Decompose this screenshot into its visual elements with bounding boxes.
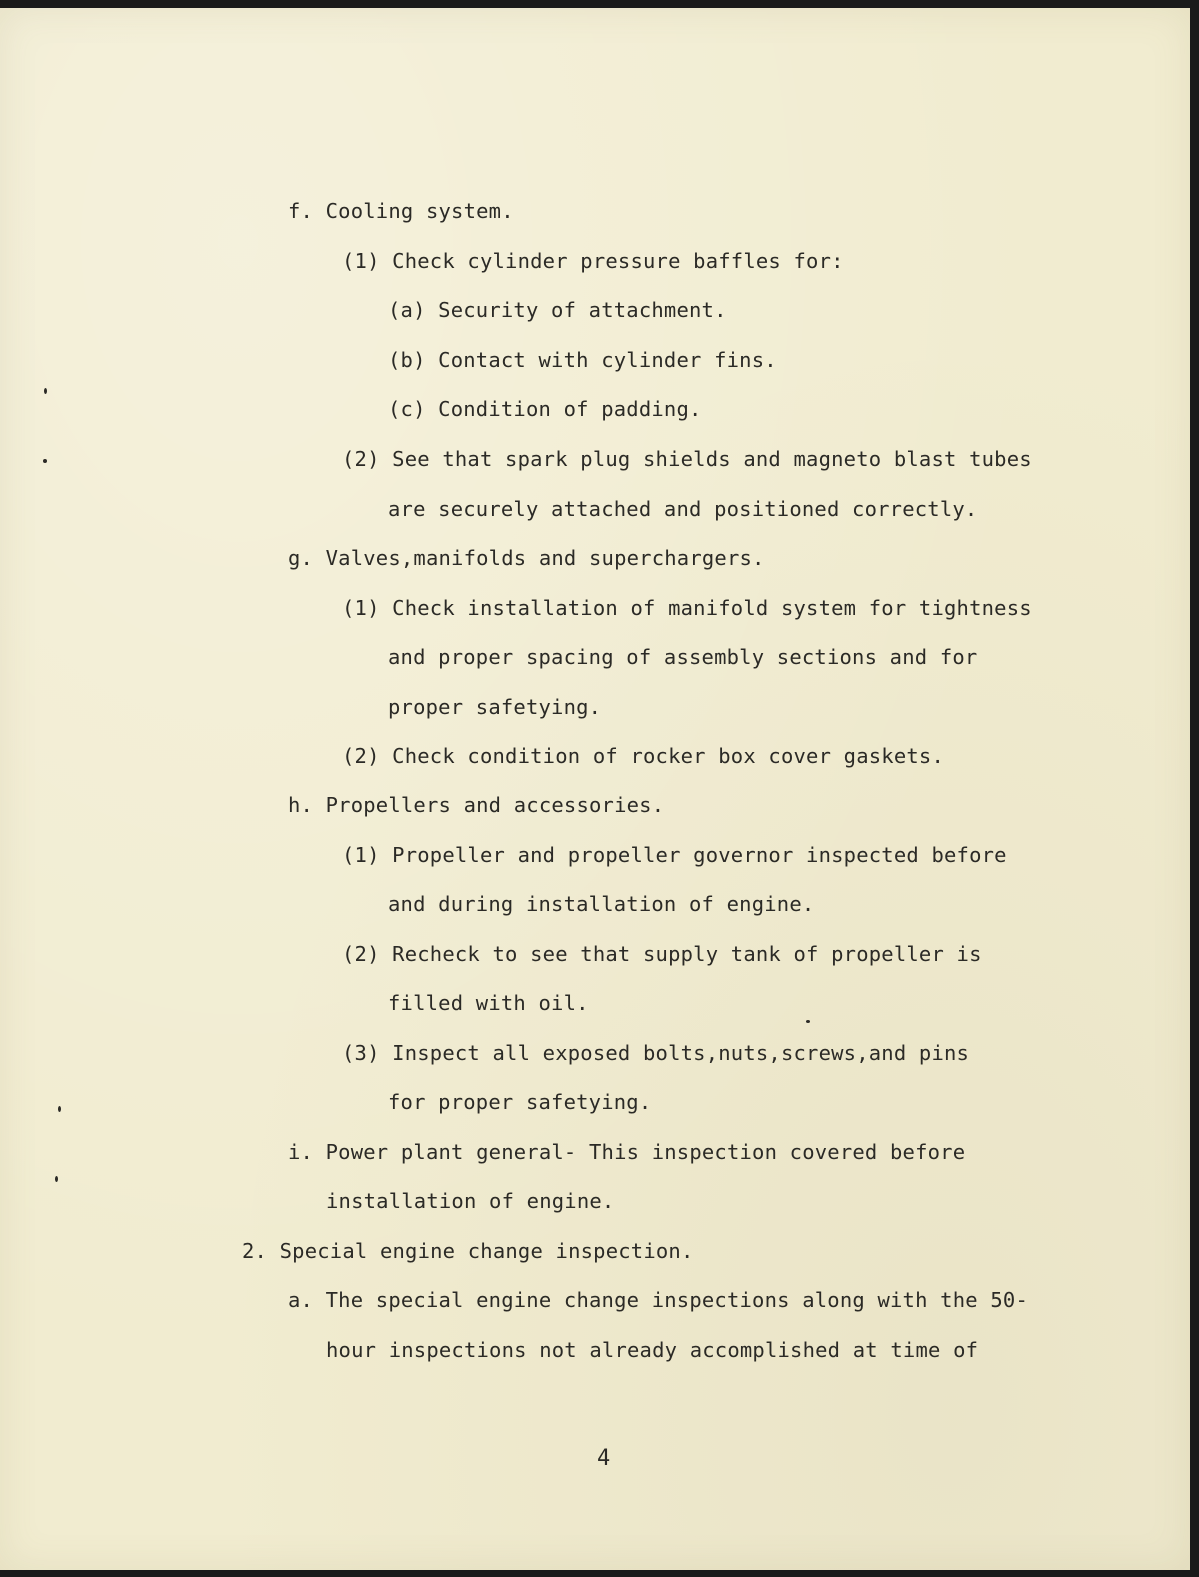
scan-border-right [1190,0,1199,1577]
text-line: g. Valves,manifolds and superchargers. [288,546,765,570]
ink-speck [806,1020,810,1023]
ink-speck [44,388,47,394]
page-number: 4 [597,1446,611,1471]
text-line: (2) Check condition of rocker box cover gaskets. [342,744,945,768]
text-line: and during installation of engine. [388,892,815,916]
text-line: (2) Recheck to see that supply tank of propeller is [342,942,982,966]
text-line: (1) Propeller and propeller governor inspected before [342,843,1007,867]
text-line: (3) Inspect all exposed bolts,nuts,screws,and pins [342,1041,970,1065]
text-line: proper safetying. [388,695,602,719]
text-line: a. The special engine change inspections along with the 50- [288,1288,1028,1312]
ink-speck [43,459,47,463]
ink-speck [58,1106,61,1112]
text-line: i. Power plant general- This inspection covered before [288,1140,966,1164]
scan-border-top [0,0,1199,8]
text-line: (b) Contact with cylinder fins. [388,348,777,372]
text-line: are securely attached and positioned correctly. [388,497,978,521]
text-line: (1) Check installation of manifold system for tightness [342,596,1032,620]
text-line: 2. Special engine change inspection. [242,1239,694,1263]
text-line: (2) See that spark plug shields and magneto blast tubes [342,447,1032,471]
document-page [0,8,1190,1570]
text-line: installation of engine. [326,1189,615,1213]
text-line: and proper spacing of assembly sections and for [388,645,978,669]
text-line: for proper safetying. [388,1090,652,1114]
text-line: (a) Security of attachment. [388,298,727,322]
text-line: hour inspections not already accomplished at time of [326,1338,979,1362]
ink-speck [55,1176,58,1182]
text-line: filled with oil. [388,991,589,1015]
text-line: h. Propellers and accessories. [288,793,665,817]
text-line: f. Cooling system. [288,199,514,223]
text-line: (1) Check cylinder pressure baffles for: [342,249,844,273]
text-line: (c) Condition of padding. [388,397,702,421]
